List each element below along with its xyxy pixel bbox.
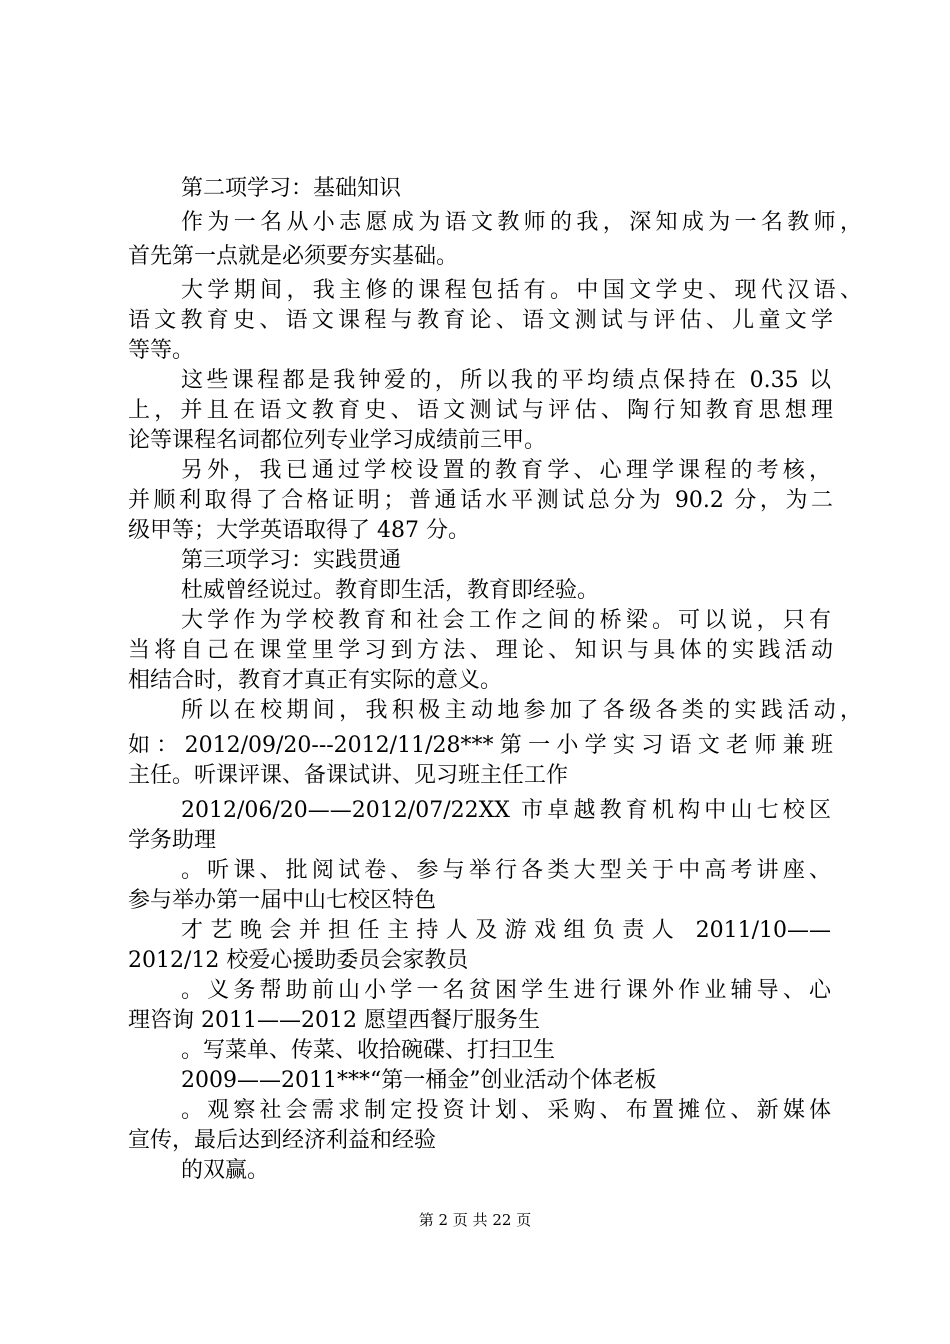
paragraph-line: 论等课程名词都位列专业学习成绩前三甲。 bbox=[128, 428, 547, 453]
paragraph-line: 相结合时，教育才真正有实际的意义。 bbox=[128, 668, 503, 693]
paragraph-line: 杜威曾经说过。教育即生活，教育即经验。 bbox=[181, 578, 600, 603]
paragraph-line: 主任。听课评课、备课试讲、见习班主任工作 bbox=[128, 763, 569, 788]
paragraph-line: 所以在校期间，我积极主动地参加了各级各类的实践活动， bbox=[181, 698, 862, 723]
paragraph-line: 。观察社会需求制定投资计划、采购、布置摊位、新媒体 bbox=[181, 1098, 831, 1123]
paragraph-line: 并顺利取得了合格证明；普通话水平测试总分为 90.2 分，为二 bbox=[128, 488, 833, 513]
paragraph-line: 。义务帮助前山小学一名贫困学生进行课外作业辅导、心 bbox=[181, 978, 831, 1003]
paragraph-line: 如：2012/09/20---2012/11/28***第一小学实习语文老师兼班 bbox=[128, 733, 833, 758]
paragraph-line: 另外，我已通过学校设置的教育学、心理学课程的考核， bbox=[181, 458, 831, 483]
paragraph-line: 大学作为学校教育和社会工作之间的桥梁。可以说，只有 bbox=[181, 608, 831, 633]
page-number: 第 2 页 共 22 页 bbox=[418, 1211, 532, 1229]
section-heading-practice: 第三项学习：实践贯通 bbox=[181, 548, 402, 573]
paragraph-line: 才艺晚会并担任主持人及游戏组负责人 2011/10—— bbox=[181, 918, 831, 943]
paragraph-line: 。听课、批阅试卷、参与举行各类大型关于中高考讲座、 bbox=[181, 858, 831, 883]
paragraph-line: 级甲等；大学英语取得了 487 分。 bbox=[128, 518, 470, 543]
paragraph-line: 首先第一点就是必须要夯实基础。 bbox=[128, 244, 459, 269]
paragraph-line: 2012/12 校爱心援助委员会家教员 bbox=[128, 948, 469, 973]
paragraph-line: 。写菜单、传菜、收拾碗碟、打扫卫生 bbox=[181, 1038, 556, 1063]
page-footer bbox=[0, 1210, 950, 1230]
paragraph-line: 的双赢。 bbox=[181, 1158, 270, 1183]
paragraph-line: 学务助理 bbox=[128, 828, 217, 853]
paragraph-line: 理咨询 2011——2012 愿望西餐厅服务生 bbox=[128, 1008, 540, 1033]
paragraph-line: 等等。 bbox=[128, 338, 195, 363]
paragraph-line: 参与举办第一届中山七校区特色 bbox=[128, 888, 437, 913]
paragraph-line: 上，并且在语文教育史、语文测试与评估、陶行知教育思想理 bbox=[128, 398, 833, 423]
paragraph-line: 大学期间，我主修的课程包括有。中国文学史、现代汉语、 bbox=[181, 278, 862, 303]
paragraph-line: 作为一名从小志愿成为语文教师的我，深知成为一名教师， bbox=[181, 210, 862, 235]
paragraph-line: 当将自己在课堂里学习到方法、理论、知识与具体的实践活动 bbox=[128, 638, 833, 663]
section-heading-basic-knowledge: 第二项学习：基础知识 bbox=[181, 176, 402, 201]
paragraph-line: 语文教育史、语文课程与教育论、语文测试与评估、儿童文学 bbox=[128, 308, 833, 333]
paragraph-line: 宣传，最后达到经济利益和经验 bbox=[128, 1128, 437, 1153]
paragraph-line: 2012/06/20——2012/07/22XX 市卓越教育机构中山七校区 bbox=[181, 798, 831, 823]
paragraph-line: 这些课程都是我钟爱的，所以我的平均绩点保持在 0.35 以 bbox=[181, 368, 831, 393]
paragraph-line: 2009——2011***“第一桶金”创业活动个体老板 bbox=[181, 1068, 657, 1093]
